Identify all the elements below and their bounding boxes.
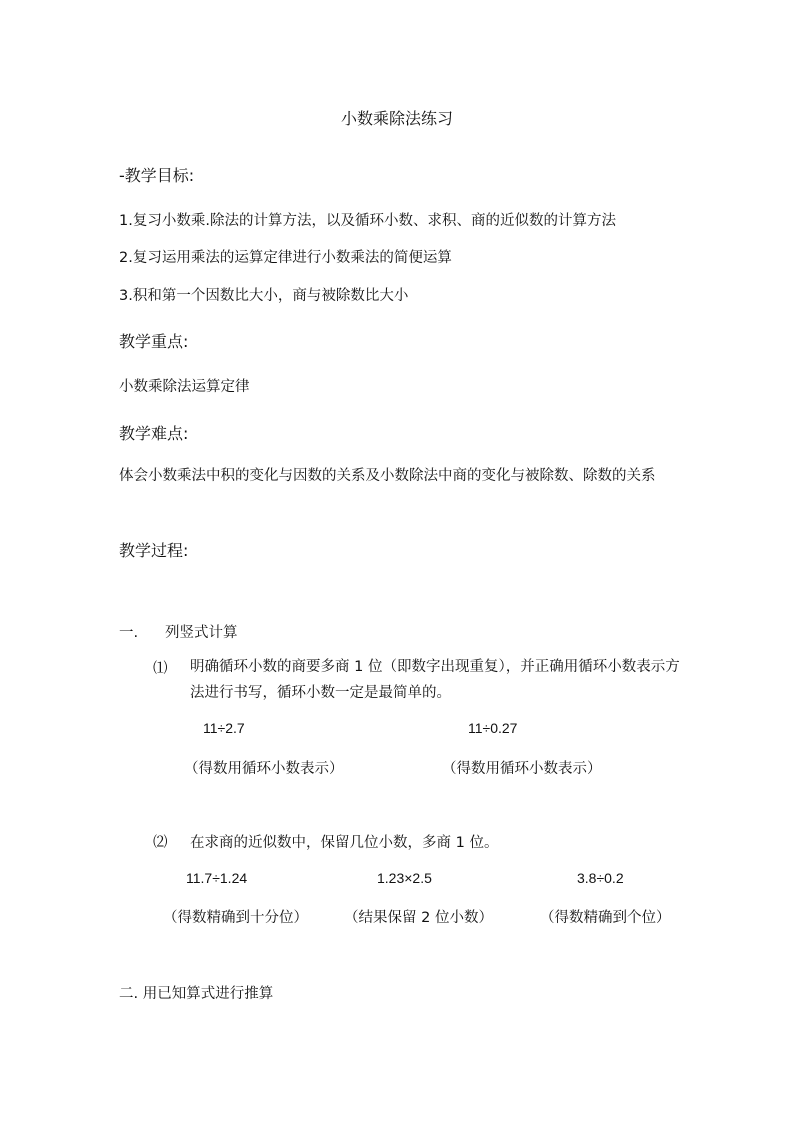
sub1-text: 明确循环小数的商要多商 1 位（即数字出现重复），并正确用循环小数表示方法进行书写，循环小数一定是最简单的。 <box>190 659 680 701</box>
problem-4-note: （结果保留 2 位小数） <box>344 910 493 926</box>
objective-item-3: 3.积和第一个因数比大小，商与被除数比大小 <box>119 288 409 304</box>
problem-1: 11÷2.7 <box>203 720 245 736</box>
sub1-marker: ⑴ <box>153 661 168 677</box>
page-title: 小数乘除法练习 <box>340 109 453 128</box>
problem-2-note: （得数用循环小数表示） <box>442 761 602 777</box>
difficulties-text: 体会小数乘法中积的变化与因数的关系及小数除法中商的变化与被除数、除数的关系 <box>119 468 656 484</box>
section1-title: 列竖式计算 <box>165 625 238 641</box>
key-points-text: 小数乘除法运算定律 <box>119 379 250 395</box>
sub2-text: 在求商的近似数中，保留几位小数，多商 1 位。 <box>190 835 499 851</box>
section2-title: 二. 用已知算式进行推算 <box>119 986 274 1002</box>
problem-5-note: （得数精确到个位） <box>540 910 671 926</box>
sub2-marker: ⑵ <box>153 835 168 851</box>
difficulties-heading: 教学难点: <box>119 424 189 443</box>
problem-2: 11÷0.27 <box>468 720 518 736</box>
section1-marker: 一. <box>119 625 139 641</box>
objectives-heading: -教学目标: <box>119 166 195 185</box>
objective-item-2: 2.复习运用乘法的运算定律进行小数乘法的简便运算 <box>119 250 452 266</box>
problem-4: 1.23×2.5 <box>377 870 432 886</box>
problem-1-note: （得数用循环小数表示） <box>184 761 344 777</box>
problem-5: 3.8÷0.2 <box>577 870 624 886</box>
key-points-heading: 教学重点: <box>119 332 189 351</box>
problem-3-note: （得数精确到十分位） <box>163 910 308 926</box>
objective-item-1: 1.复习小数乘.除法的计算方法，以及循环小数、求积、商的近似数的计算方法 <box>119 213 616 229</box>
process-heading: 教学过程: <box>119 541 189 560</box>
problem-3: 11.7÷1.24 <box>186 870 248 886</box>
